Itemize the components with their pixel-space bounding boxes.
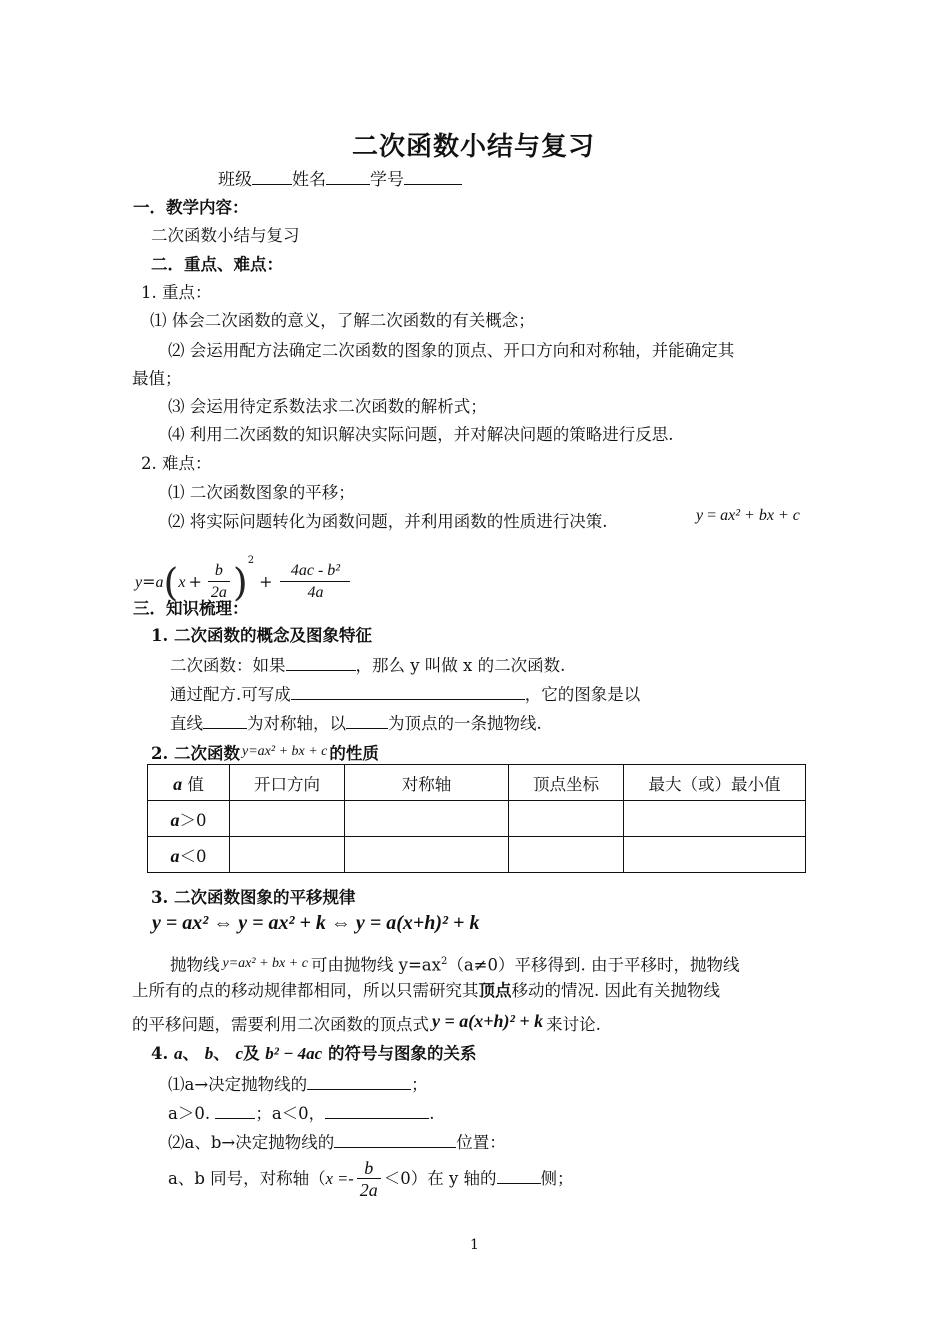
side-blank[interactable]	[497, 1167, 541, 1184]
part-1-line-2: 通过配方.可写成 ，它的图象是以	[170, 685, 641, 704]
opening-direction-blank[interactable]	[307, 1073, 411, 1090]
section-1-heading: 一．教学内容：	[133, 198, 249, 217]
formula-general: y = ax² + bx + c	[696, 507, 800, 524]
part-2-title: 2. 二次函数 $^{y=ax^2 + bx + c}$ 的性质	[151, 744, 379, 763]
student-info-line	[218, 168, 462, 191]
a-positive-blank[interactable]	[215, 1102, 255, 1119]
class-label: 班级	[218, 170, 252, 190]
key-point-2-cont: 最值；	[132, 369, 182, 388]
table-cell[interactable]	[624, 837, 806, 873]
name-label: 姓名	[292, 170, 326, 190]
difficulty-label: 2. 难点：	[141, 454, 212, 473]
vertex-blank[interactable]	[346, 712, 388, 729]
part-3-title: 3. 二次函数图象的平移规律	[151, 888, 356, 907]
key-points-label: 1. 重点：	[141, 283, 212, 302]
part-3-line-3: 的平移问题，需要利用二次函数的顶点式 y = a(x+h)² + k 来讨论.	[132, 1011, 601, 1034]
section-1-body: 二次函数小结与复习	[151, 226, 300, 245]
part-4-title: 4. a、 b、 c及 b² − 4ac 的符号与图象的关系	[151, 1044, 477, 1063]
table-cell[interactable]	[230, 801, 345, 837]
formula-completed-square: y=a(x + $\frac{b}{2a}$ )$^2$+ $\frac{\text{4ac - b²}}{4a}$	[135, 537, 353, 607]
table-cell[interactable]	[624, 801, 806, 837]
part-1-title: 1. 二次函数的概念及图象特征	[151, 626, 372, 645]
table-cell[interactable]	[509, 837, 624, 873]
section-2-heading: 二．重点、难点：	[151, 255, 283, 274]
table-header-extreme: 最大（或）最小值	[624, 765, 806, 801]
part-4-line-1: ⑴a→决定抛物线的 ；	[168, 1075, 428, 1094]
table-cell[interactable]	[509, 801, 624, 837]
table-cell[interactable]	[345, 837, 509, 873]
table-header-a: a 值	[148, 765, 230, 801]
table-header-vertex: 顶点坐标	[509, 765, 624, 801]
table-cell-a-negative: a＜0	[148, 837, 230, 873]
part-3-line-2: 上所有的点的移动规律都相同，所以只需研究其顶点移动的情况. 因此有关抛物线	[132, 981, 720, 1000]
page-number: 1	[470, 1237, 479, 1253]
properties-table	[147, 764, 806, 873]
difficulty-2: ⑵ 将实际问题转化为函数问题，并利用函数的性质进行决策.	[168, 512, 608, 531]
part-4-line-2: a＞0. ；a＜0， .	[168, 1104, 435, 1123]
table-row	[148, 837, 806, 873]
table-cell[interactable]	[230, 837, 345, 873]
key-point-2: ⑵ 会运用配方法确定二次函数的图象的顶点、开口方向和对称轴，并能确定其	[168, 341, 735, 360]
number-blank[interactable]	[404, 168, 462, 185]
page-title: 二次函数小结与复习	[352, 132, 596, 162]
table-header-row	[148, 765, 806, 801]
formula-shift-chain: y = ax² ⇔ y = ax² + k ⇔ y = a(x+h)² + k	[152, 912, 480, 934]
part-1-line-1: 二次函数：如果 ，那么 y 叫做 x 的二次函数.	[170, 656, 566, 675]
axis-blank[interactable]	[203, 712, 247, 729]
part-4-line-4: a、b 同号，对称轴（x =- $\frac{b}{2a}$ ＜0）在 y 轴的 侧；	[168, 1158, 574, 1200]
table-header-opening: 开口方向	[230, 765, 345, 801]
section-3-heading: 三．知识梳理：	[133, 599, 249, 618]
table-cell[interactable]	[345, 801, 509, 837]
part-4-line-3: ⑵a、b→决定抛物线的 位置：	[168, 1133, 506, 1152]
name-blank[interactable]	[326, 168, 370, 185]
table-row	[148, 801, 806, 837]
key-point-1: ⑴ 体会二次函数的意义，了解二次函数的有关概念；	[150, 311, 535, 330]
part-3-line-1: 抛物线 $^{y=ax^2 + bx + c}$ 可由抛物线 $y=ax^2(a\ne 0)$平移得到. 由于平移时，抛物线	[170, 955, 740, 975]
part-1-line-3: 直线 为对称轴，以 为顶点的一条抛物线.	[170, 714, 542, 733]
key-point-3: ⑶ 会运用待定系数法求二次函数的解析式；	[168, 397, 487, 416]
number-label: 学号	[370, 170, 404, 190]
class-blank[interactable]	[252, 168, 292, 185]
definition-blank[interactable]	[286, 654, 356, 671]
a-negative-blank[interactable]	[325, 1102, 429, 1119]
vertex-form-blank[interactable]	[291, 683, 525, 700]
table-cell-a-positive: a＞0	[148, 801, 230, 837]
axis-position-blank[interactable]	[334, 1131, 456, 1148]
key-point-4: ⑷ 利用二次函数的知识解决实际问题，并对解决问题的策略进行反思.	[168, 425, 674, 444]
table-header-axis: 对称轴	[345, 765, 509, 801]
difficulty-1: ⑴ 二次函数图象的平移；	[168, 483, 355, 502]
